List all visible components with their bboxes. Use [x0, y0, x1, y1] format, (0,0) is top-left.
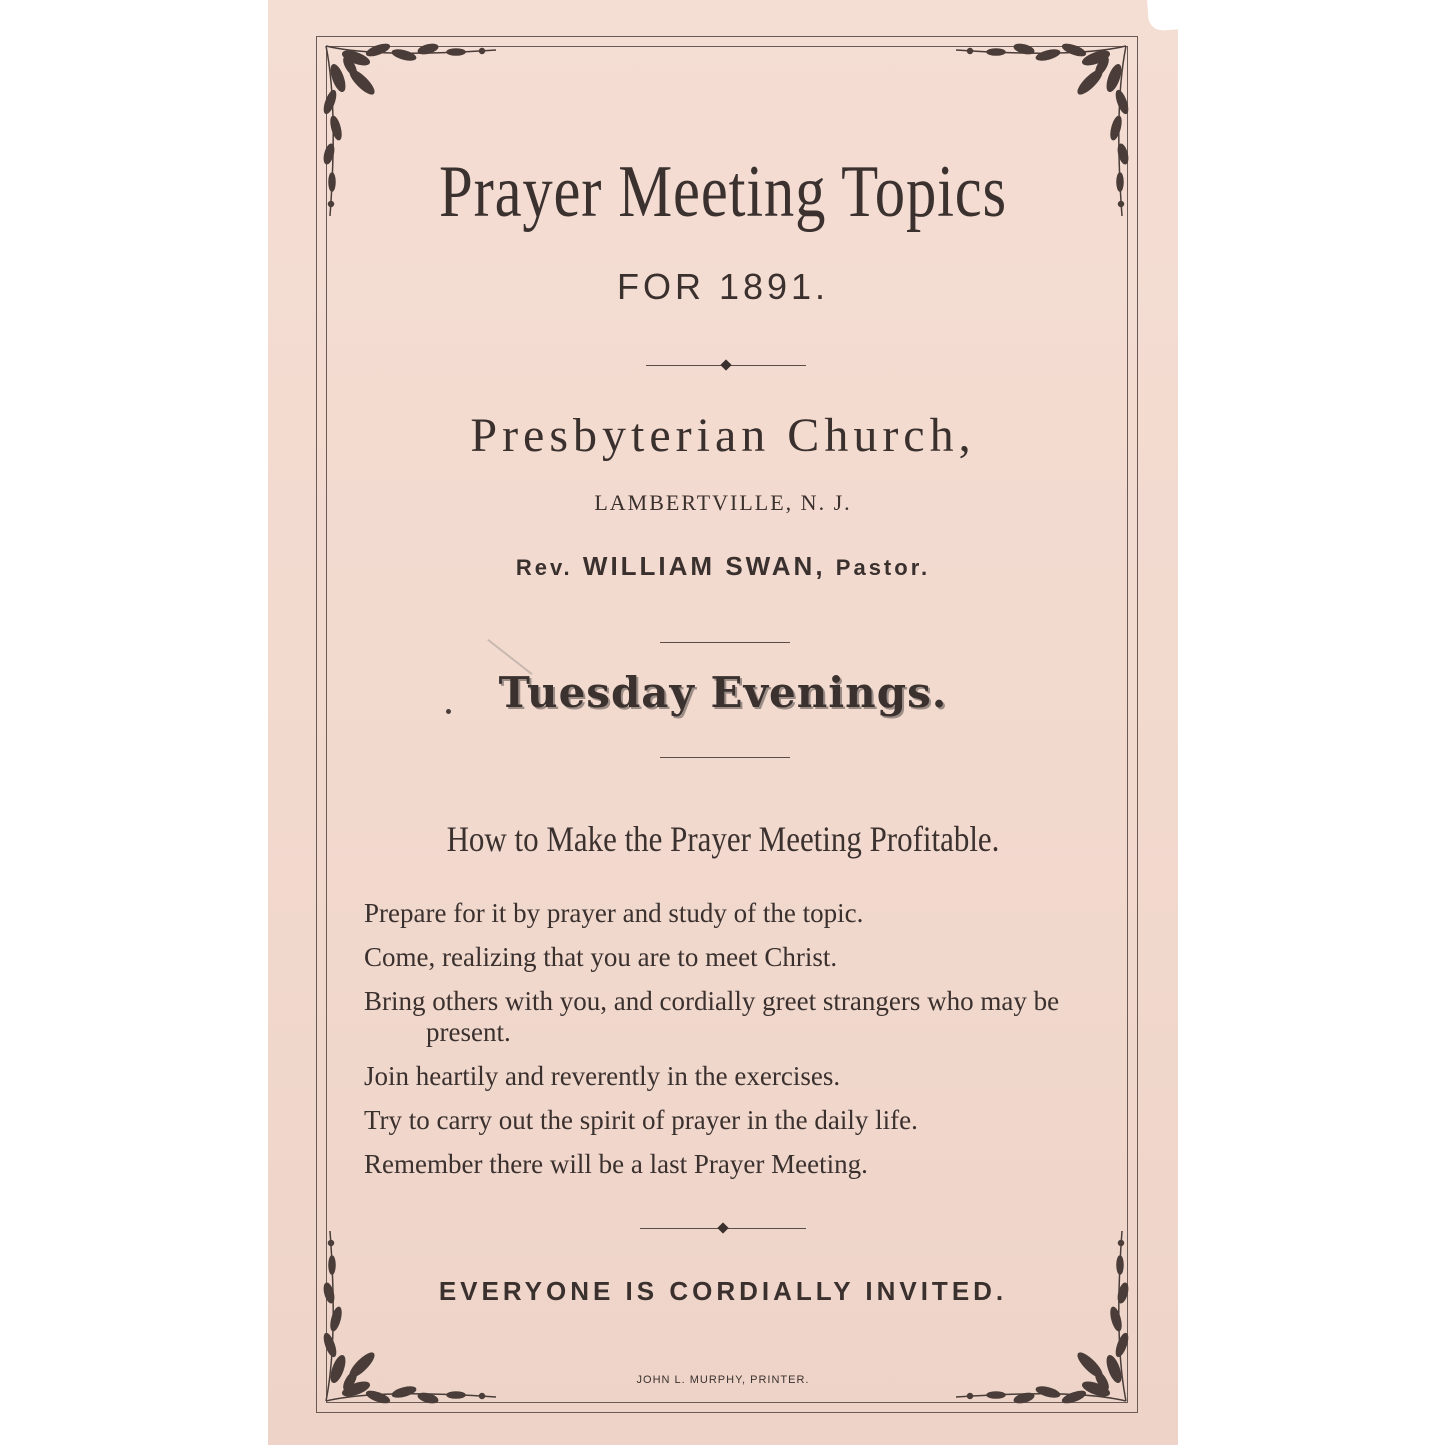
list-item: Bring others with you, and cordially greet strangers who may be present.: [364, 986, 1060, 1047]
list-item: Prepare for it by prayer and study of the topic.: [364, 898, 864, 928]
card-title: Prayer Meeting Topics: [439, 151, 1007, 233]
torn-corner: [1147, 0, 1178, 31]
list-item: Come, realizing that you are to meet Christ.: [364, 942, 838, 972]
invitation-line: EVERYONE IS CORDIALLY INVITED.: [438, 1276, 1008, 1306]
pastor-role: Pastor.: [835, 555, 931, 580]
separator-rule: [660, 757, 790, 758]
howto-heading: How to Make the Prayer Meeting Profitable.: [446, 819, 1000, 859]
pastor-prefix: Rev.: [515, 555, 573, 580]
card-year: FOR 1891.: [616, 266, 830, 307]
pastor-name: WILLIAM SWAN,: [582, 551, 826, 581]
list-item: Try to carry out the spirit of prayer in the daily life.: [364, 1105, 918, 1135]
inner-border: [326, 46, 1128, 1403]
list-item: Remember there will be a last Prayer Meeting.: [364, 1149, 868, 1179]
rules-list: [364, 898, 1094, 1193]
list-item: Join heartily and reverently in the exercises.: [364, 1061, 841, 1091]
church-name: Presbyterian Church,: [470, 409, 976, 462]
prayer-meeting-card: [268, 0, 1178, 1445]
pastor-line: [268, 551, 1178, 582]
printer-credit: JOHN L. MURPHY, PRINTER.: [636, 1374, 810, 1386]
separator-rule: [660, 642, 790, 643]
meeting-schedule: Tuesday Evenings.: [498, 668, 948, 717]
church-location: LAMBERTVILLE, N. J.: [594, 490, 852, 515]
